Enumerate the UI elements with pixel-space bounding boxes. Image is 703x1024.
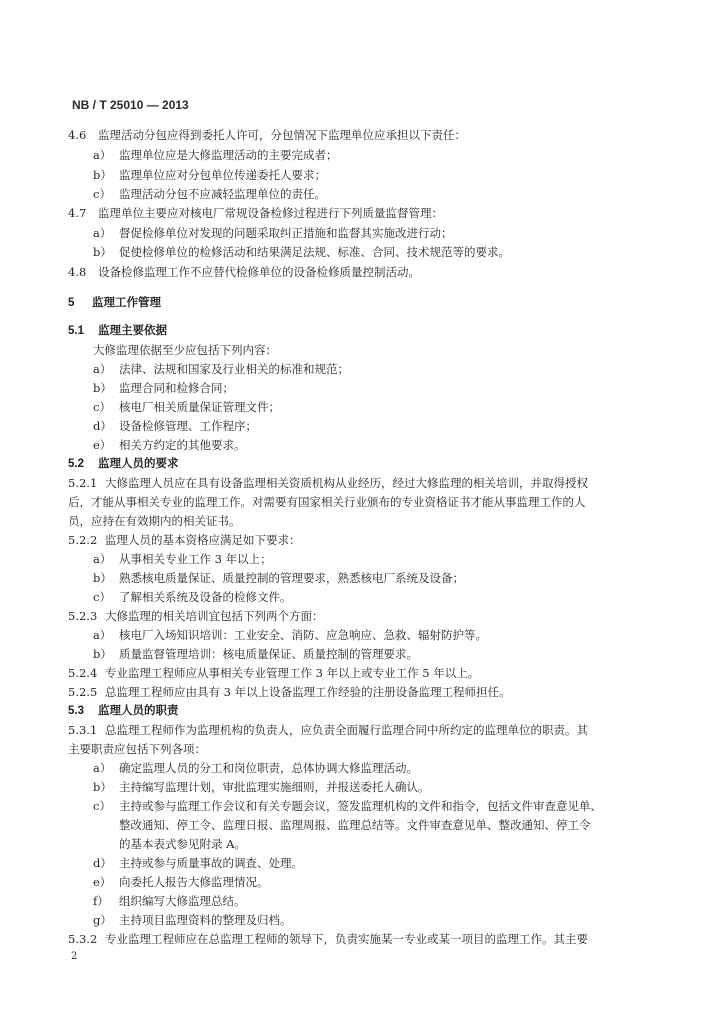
- item-text: 熟悉核电质量保证、质量控制的管理要求，熟悉核电厂系统及设备；: [119, 571, 464, 585]
- clause-5-2-3: [68, 609, 324, 623]
- item-text: 核电厂相关质量保证管理文件；: [119, 400, 280, 414]
- list-item: [93, 226, 453, 240]
- subsection-5-2-heading: [68, 457, 179, 471]
- clause-text: 员，应持在有效期内的相关证书。: [68, 514, 241, 528]
- list-item: [93, 552, 272, 566]
- clause-number: 5.3.1: [68, 723, 98, 737]
- item-text: 质量监督管理培训：核电质量保证、质量控制的管理要求。: [119, 647, 418, 661]
- subsection-title: 监理人员的要求: [98, 458, 179, 470]
- item-marker: a）: [93, 761, 112, 775]
- item-text: 促使检修单位的检修活动和结果满足法规、标准、合同、技术规范等的要求。: [119, 245, 510, 259]
- list-item: [93, 381, 234, 395]
- item-text: 的基本表式参见附录 A。: [119, 837, 246, 851]
- item-text: 监理单位应对分包单位传递委托人要求；: [119, 168, 326, 182]
- item-marker: d）: [93, 856, 112, 870]
- clause-text: 总监理工程师作为监理机构的负责人，应负责全面履行监理合同中所约定的监理单位的职责。其: [105, 723, 588, 737]
- subsection-number: 5.3: [68, 705, 84, 717]
- list-item: [93, 245, 510, 259]
- clause-continuation: [68, 514, 241, 528]
- item-marker: a）: [93, 552, 112, 566]
- clause-5-3-2: [68, 932, 588, 946]
- item-text: 法律、法规和国家及行业相关的标准和规范；: [119, 362, 349, 376]
- list-item: [93, 438, 246, 452]
- clause-4-8: [68, 265, 420, 279]
- list-item: [93, 400, 280, 414]
- list-item: [93, 419, 257, 433]
- clause-5-2-1: [68, 476, 588, 490]
- item-marker: b）: [93, 647, 112, 661]
- clause-text: 大修监理的相关培训宜包括下列两个方面：: [105, 609, 324, 623]
- clause-4-7: [68, 206, 443, 220]
- item-marker: c）: [93, 590, 111, 604]
- subsection-number: 5.1: [68, 325, 84, 337]
- item-marker: b）: [93, 381, 112, 395]
- paragraph: [93, 343, 277, 357]
- list-item: [93, 362, 349, 376]
- clause-5-2-2: [68, 533, 301, 547]
- list-item: [93, 590, 292, 604]
- section-5-heading: [68, 296, 161, 310]
- clause-number: 5.2.3: [68, 609, 98, 623]
- item-marker: b）: [93, 168, 112, 182]
- item-text: 主持编写监理计划，审批监理实施细则，并报送委托人确认。: [119, 780, 430, 794]
- list-item: [93, 148, 338, 162]
- item-text: 相关方约定的其他要求。: [119, 438, 246, 452]
- item-text: 从事相关专业工作 3 年以上；: [119, 552, 272, 566]
- clause-text: 总监理工程师应由具有 3 年以上设备监理工作经验的注册设备监理工程师担任。: [105, 685, 511, 699]
- clause-number: 5.3.2: [68, 932, 98, 946]
- clause-text: 主要职责应包括下列各项：: [68, 742, 206, 756]
- clause-5-3-1: [68, 723, 588, 737]
- clause-number: 4.8: [68, 265, 87, 279]
- item-text: 组织编写大修监理总结。: [119, 894, 246, 908]
- subsection-title: 监理人员的职责: [98, 705, 179, 717]
- clause-number: 4.7: [68, 206, 87, 220]
- item-marker: c）: [93, 400, 111, 414]
- list-item: [93, 571, 464, 585]
- item-marker: g）: [93, 913, 112, 927]
- list-item: [93, 856, 303, 870]
- item-text: 督促检修单位对发现的问题采取纠正措施和监督其实施改进行动；: [119, 226, 453, 240]
- clause-text: 大修监理人员应在具有设备监理相关资质机构从业经历，经过大修监理的相关培训，并取得授权: [105, 476, 588, 490]
- clause-continuation: [68, 742, 206, 756]
- clause-number: 4.6: [68, 128, 87, 142]
- item-marker: c）: [93, 187, 111, 201]
- item-marker: c）: [93, 799, 111, 813]
- clause-5-2-5: [68, 685, 511, 699]
- item-continuation: [119, 818, 591, 832]
- list-item: [93, 913, 292, 927]
- subsection-number: 5.2: [68, 458, 84, 470]
- item-text: 主持或参与质量事故的调查、处理。: [119, 856, 303, 870]
- paragraph-text: 大修监理依据至少应包括下列内容：: [93, 343, 277, 357]
- clause-text: 专业监理工程师应在总监理工程师的领导下，负责实施某一专业或某一项目的监理工作。其主要: [105, 932, 588, 946]
- clause-text: 监理单位主要应对核电厂常规设备检修过程进行下列质量监督管理：: [98, 206, 443, 220]
- section-title: 监理工作管理: [92, 297, 161, 309]
- item-marker: a）: [93, 362, 112, 376]
- item-continuation: [119, 837, 246, 851]
- item-marker: e）: [93, 438, 112, 452]
- item-text: 主持或参与监理工作会议和有关专题会议，签发监理机构的文件和指令，包括文件审查意见单、: [119, 799, 602, 813]
- subsection-title: 监理主要依据: [98, 325, 167, 337]
- clause-4-6: [68, 128, 466, 142]
- document-header: NB / T 25010 — 2013: [72, 98, 189, 112]
- list-item: [93, 168, 326, 182]
- item-text: 监理活动分包不应减轻监理单位的责任。: [119, 187, 326, 201]
- list-item: [93, 799, 602, 813]
- subsection-5-3-heading: [68, 704, 179, 718]
- item-marker: b）: [93, 571, 112, 585]
- clause-number: 5.2.5: [68, 685, 98, 699]
- item-marker: b）: [93, 780, 112, 794]
- section-number: 5: [68, 297, 75, 309]
- list-item: [93, 628, 487, 642]
- item-marker: a）: [93, 628, 112, 642]
- list-item: [93, 780, 430, 794]
- clause-text: 设备检修监理工作不应替代检修单位的设备检修质量控制活动。: [98, 265, 420, 279]
- clause-text: 监理活动分包应得到委托人许可，分包情况下监理单位应承担以下责任：: [98, 128, 466, 142]
- clause-number: 5.2.4: [68, 666, 98, 680]
- list-item: [93, 894, 246, 908]
- list-item: [93, 875, 269, 889]
- item-text: 整改通知、停工令、监理日报、监理周报、监理总结等。文件审查意见单、整改通知、停工令: [119, 818, 591, 832]
- item-text: 设备检修管理、工作程序；: [119, 419, 257, 433]
- item-text: 了解相关系统及设备的检修文件。: [119, 590, 292, 604]
- item-marker: a）: [93, 226, 112, 240]
- item-marker: d）: [93, 419, 112, 433]
- clause-text: 监理人员的基本资格应满足如下要求：: [105, 533, 301, 547]
- list-item: [93, 761, 418, 775]
- item-marker: a）: [93, 148, 112, 162]
- item-marker: f）: [93, 894, 109, 908]
- item-text: 向委托人报告大修监理情况。: [119, 875, 269, 889]
- clause-number: 5.2.2: [68, 533, 98, 547]
- page-number: 2: [71, 951, 78, 962]
- clause-continuation: [68, 495, 586, 509]
- item-text: 确定监理人员的分工和岗位职责，总体协调大修监理活动。: [119, 761, 418, 775]
- clause-text: 后，才能从事相关专业的监理工作。对需要有国家相关行业颁布的专业资格证书才能从事监理工作的人: [68, 495, 586, 509]
- list-item: [93, 647, 418, 661]
- item-text: 监理合同和检修合同；: [119, 381, 234, 395]
- item-marker: e）: [93, 875, 112, 889]
- item-text: 主持项目监理资料的整理及归档。: [119, 913, 292, 927]
- item-text: 监理单位应是大修监理活动的主要完成者；: [119, 148, 338, 162]
- clause-number: 5.2.1: [68, 476, 98, 490]
- clause-text: 专业监理工程师应从事相关专业管理工作 3 年以上或专业工作 5 年以上。: [105, 666, 480, 680]
- list-item: [93, 187, 326, 201]
- subsection-5-1-heading: [68, 324, 167, 338]
- item-marker: b）: [93, 245, 112, 259]
- item-text: 核电厂入场知识培训：工业安全、消防、应急响应、急救、辐射防护等。: [119, 628, 487, 642]
- clause-5-2-4: [68, 666, 479, 680]
